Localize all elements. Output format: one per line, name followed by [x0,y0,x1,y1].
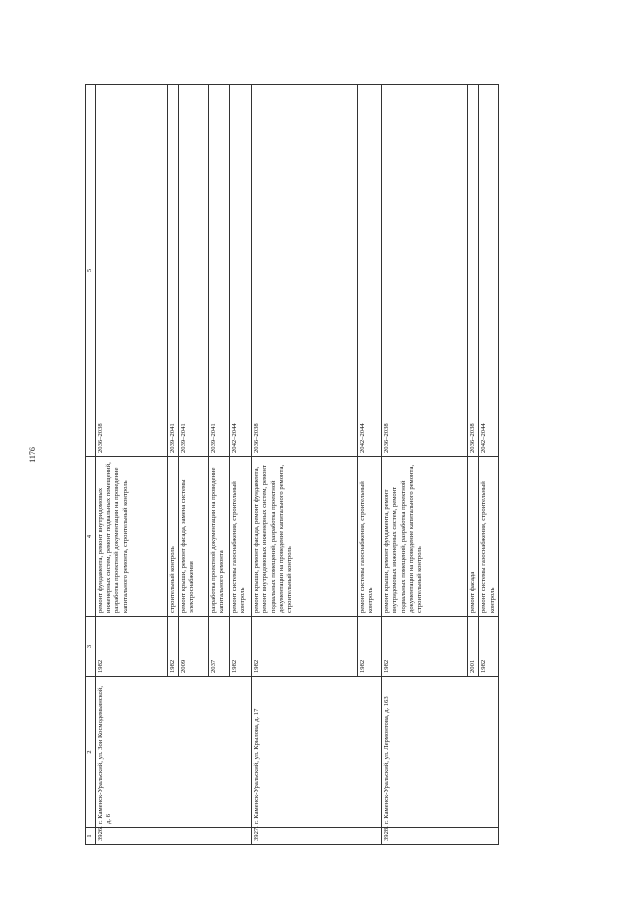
works-cell: ремонт системы газоснабжения, строительный контроль [479,457,499,617]
period-cell: 2042–2044 [358,85,382,457]
table-row [382,85,468,845]
row-number: 3927. [252,828,382,845]
works-cell: ремонт системы газоснабжения, строительный контроль [230,457,252,617]
works-cell: ремонт фасада [468,457,479,617]
year-cell: 2009 [179,617,209,677]
header-row [86,85,96,845]
address-cell: г. Каменск-Уральский, ул. Зои Космодемьянской, д. 6 [96,677,252,828]
period-cell: 2039–2041 [179,85,209,457]
table-row [252,85,358,845]
column-header: 4 [86,457,96,617]
works-cell: разработка проектной документации на проведение капитального ремонта [209,457,230,617]
period-cell: 2036–2038 [252,85,358,457]
column-header: 3 [86,617,96,677]
column-header: 5 [86,85,96,457]
works-cell: ремонт фундамента, ремонт внутридомовых инженерных систем, ремонт подвальных помещений, разработка проектной документации на проведение капитального ремонта, строительный контроль [96,457,168,617]
year-cell: 1982 [96,617,168,677]
period-cell: 2036–2038 [382,85,468,457]
row-number: 3928. [382,828,499,845]
year-cell: 1982 [168,617,179,677]
works-cell: ремонт системы газоснабжения, строительный контроль [358,457,382,617]
period-cell: 2039–2041 [168,85,179,457]
address-cell: г. Каменск-Уральский, ул. Крылова, д. 17 [252,677,382,828]
works-cell: ремонт крыши, ремонт фундамента, ремонт внутридомовых инженерных систем, ремонт подвальных помещений, разработка проектной документации на проведение капитального ремонта, строительный контроль [382,457,468,617]
period-cell: 2042–2044 [230,85,252,457]
period-cell: 2039–2041 [209,85,230,457]
year-cell: 1982 [382,617,468,677]
rotated-page [85,85,515,845]
address-cell: г. Каменск-Уральский, ул. Лермонтова, д. 163 [382,677,499,828]
period-cell: 2042–2044 [479,85,499,457]
year-cell: 1982 [479,617,499,677]
column-header: 2 [86,677,96,828]
column-header: 1 [86,828,96,845]
works-cell: ремонт крыши, ремонт фасада, ремонт фундамента, ремонт внутридомовых инженерных систем, ремонт подвальных помещений, разработка проектной документации на проведение капитального ремонта, строительный контроль [252,457,358,617]
year-cell: 2001 [468,617,479,677]
page-number: 1176 [28,447,37,463]
year-cell: 1982 [358,617,382,677]
period-cell: 2036–2038 [468,85,479,457]
works-cell: строительный контроль [168,457,179,617]
year-cell: 1982 [230,617,252,677]
repair-schedule-table [85,84,499,845]
table-row [96,85,168,845]
period-cell: 2036–2038 [96,85,168,457]
row-number: 3926. [96,828,252,845]
works-cell: ремонт крыши, ремонт фасада, замена системы электроснабжения [179,457,209,617]
year-cell: 2037 [209,617,230,677]
year-cell: 1982 [252,617,358,677]
